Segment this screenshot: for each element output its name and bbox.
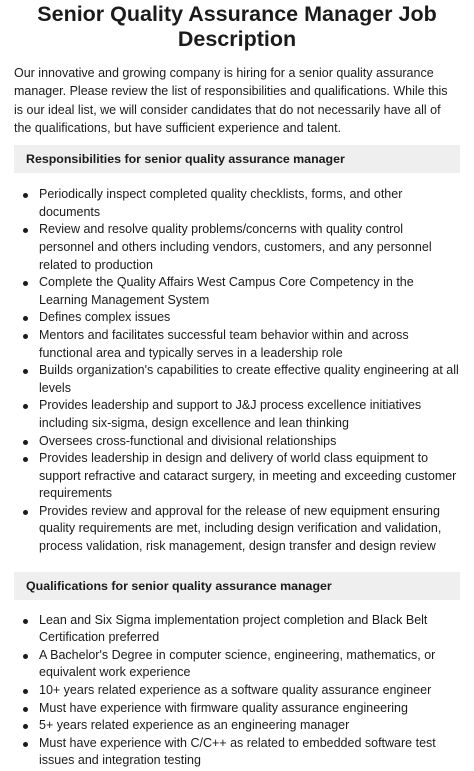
list-item	[14, 221, 460, 274]
bullet-icon	[23, 404, 28, 409]
bullet-icon	[23, 654, 28, 659]
responsibilities-list	[14, 186, 460, 555]
bullet-icon	[23, 510, 28, 515]
responsibilities-heading: Responsibilities for senior quality assurance manager	[14, 145, 460, 173]
list-item	[14, 503, 460, 556]
list-item-text: Provides leadership in design and delivery of world class equipment to support refractive and cataract surgery, in meeting and exceeding customer requirements	[39, 451, 457, 501]
list-item-text: Provides review and approval for the release of new equipment ensuring quality requirements are met, including design verification and validation, process validation, risk management, design transfer and design review	[39, 503, 442, 554]
bullet-icon	[23, 440, 28, 445]
page-title: Senior Quality Assurance Manager Job Description	[37, 2, 437, 51]
list-item-text: 5+ years related experience as an engineering manager	[39, 718, 350, 733]
bullet-icon	[23, 316, 28, 321]
list-item	[14, 274, 460, 309]
bullet-icon	[23, 619, 28, 624]
list-item-text: Review and resolve quality problems/concerns with quality control personnel and others including vendors, customers, and any personnel related to production	[39, 222, 432, 272]
list-item	[14, 647, 460, 682]
list-item-text: Defines complex issues	[39, 310, 171, 325]
bullet-icon	[23, 457, 28, 462]
list-item-text: Oversees cross-functional and divisional relationships	[39, 433, 337, 448]
list-item-text: Periodically inspect completed quality checklists, forms, and other documents	[39, 187, 403, 219]
bullet-icon	[23, 193, 28, 198]
list-item	[14, 397, 460, 432]
bullet-icon	[23, 228, 28, 233]
list-item	[14, 700, 460, 718]
bullet-icon	[23, 724, 28, 729]
qualifications-list	[14, 612, 460, 770]
list-item-text: Lean and Six Sigma implementation project completion and Black Belt Certification preferred	[39, 612, 428, 645]
list-item	[14, 612, 460, 647]
list-item	[14, 309, 460, 327]
list-item-text: Complete the Quality Affairs West Campus Core Competency in the Learning Management System	[39, 275, 414, 307]
list-item-text: Must have experience with firmware quality assurance engineering	[39, 700, 408, 715]
list-item	[14, 186, 460, 221]
list-item-text: Builds organization's capabilities to create effective quality engineering at all levels	[39, 363, 459, 395]
list-item	[14, 362, 460, 397]
qualifications-heading: Qualifications for senior quality assurance manager	[14, 572, 460, 600]
bullet-icon	[23, 689, 28, 694]
list-item	[14, 450, 460, 503]
list-item	[14, 735, 460, 770]
list-item	[14, 682, 460, 700]
list-item-text: Must have experience with C/C++ as related to embedded software test issues and integration testing	[39, 735, 436, 768]
list-item-text: A Bachelor's Degree in computer science, engineering, mathematics, or equivalent work experience	[39, 647, 436, 680]
bullet-icon	[23, 369, 28, 374]
list-item-text: Provides leadership and support to J&J process excellence initiatives including six-sigma, design excellence and lean thinking	[39, 398, 422, 430]
list-item	[14, 433, 460, 451]
intro-paragraph: Our innovative and growing company is hiring for a senior quality assurance manager. Please review the list of responsibilities and qualifications. While this is our ideal list, we will consider candidates that do not necessarily have all of the qualifications, but have sufficient experience and talent.	[14, 66, 448, 135]
list-item-text: 10+ years related experience as a software quality assurance engineer	[39, 683, 432, 698]
list-item-text: Mentors and facilitates successful team behavior within and across functional area and typically serves in a leadership role	[39, 327, 409, 360]
bullet-icon	[23, 742, 28, 747]
bullet-icon	[23, 281, 28, 286]
list-item	[14, 717, 460, 735]
bullet-icon	[23, 334, 28, 339]
list-item	[14, 327, 460, 362]
bullet-icon	[23, 707, 28, 712]
